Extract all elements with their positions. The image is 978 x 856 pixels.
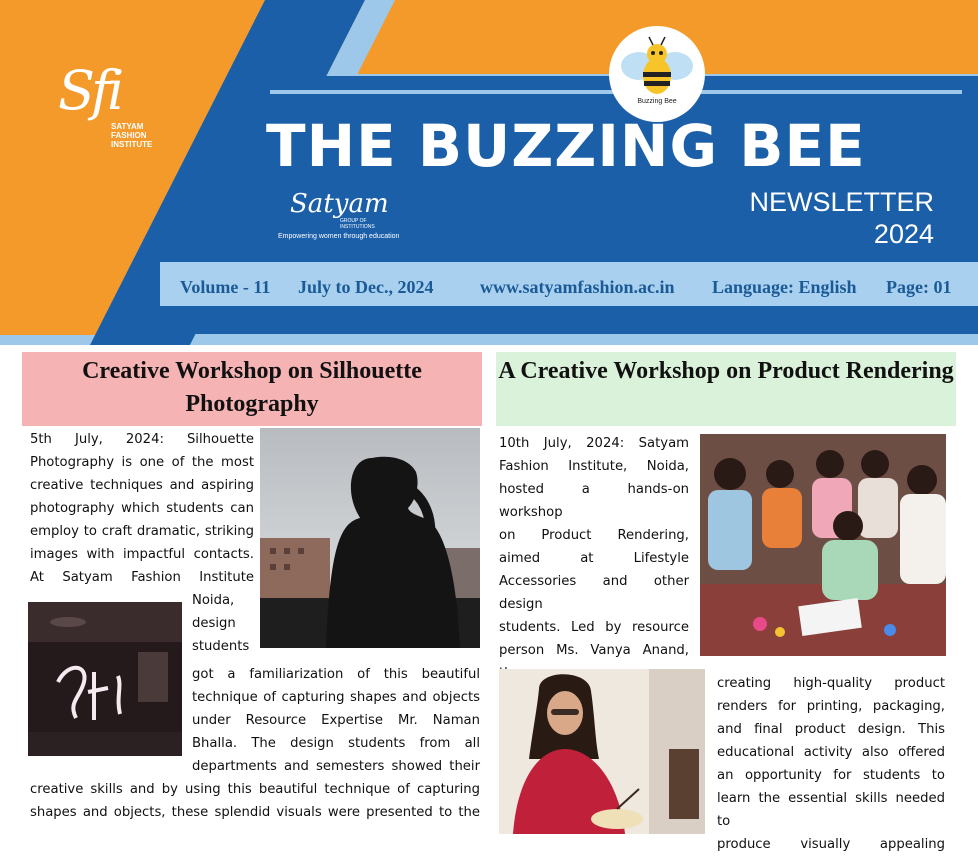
period-label: July to Dec., 2024 [298,277,434,297]
text-line: Fashion Institute, Noida, [499,459,689,474]
workshop-group-photo [700,434,946,656]
text-line: creating high-quality product [717,676,945,691]
text-line: person Ms. Vanya Anand, [499,643,689,658]
article-left-heading: Creative Workshop on Silhouette Photography [22,352,482,426]
text-line: departments and semesters showed their [192,759,480,774]
text-line: produce visually appealing [717,837,945,852]
newsletter-header [0,0,978,345]
satyam-tagline: Empowering women through education [278,233,400,240]
text-line: creative skills and by using this beautiful technique of capturing [30,782,480,797]
text-line: aimed at Lifestyle [499,551,689,566]
article-left-wrap [192,589,254,658]
text-line: an opportunity for students to [717,768,945,783]
bee-icon [609,26,705,122]
newsletter-title: THE BUZZING BEE [266,112,866,180]
silhouette-photo [260,428,480,648]
subtitle-year: 2024 [873,219,934,249]
article-right-heading: A Creative Workshop on Product Rendering [496,352,956,426]
text-line: Photography is one of the most [30,455,254,470]
text-line: images with impactful contacts. [30,547,254,562]
article-left-intro [30,428,254,589]
satyam-logo: Satyam [290,189,389,219]
text-line: and final product design. This [717,722,945,737]
text-line: under Resource Expertise Mr. Naman [192,713,480,728]
student-painting-photo [499,669,705,834]
text-line: on Product Rendering, [499,528,689,543]
text-line: 10th July, 2024: Satyam [499,436,689,451]
newsletter-subtitle [749,186,934,250]
text-line: educational activity also offered [717,745,945,760]
text-line: shapes and objects, these splendid visuals were presented to the [30,805,480,820]
sfi-logo-name: SATYAM FASHION INSTITUTE [111,122,153,149]
text-line: creative techniques and aspiring [30,478,254,493]
sfi-logo: Sfi [58,59,121,122]
website-link[interactable]: www.satyamfashion.ac.in [480,277,675,297]
text-line: learn the essential skills needed to [717,791,945,829]
light-painting-photo [28,602,182,756]
article-right-continued [717,672,945,856]
text-line: Noida, [192,593,235,608]
volume-label: Volume - 11 [180,277,271,297]
satyam-group-label: GROUP OF INSTITUTIONS [340,218,375,230]
buzzing-bee-logo [609,26,705,122]
text-line: design [192,616,236,631]
text-line: hosted a hands-on workshop [499,482,689,520]
text-line: renders for printing, packaging, [717,699,945,714]
article-left-full-width [30,778,480,824]
text-line: students [192,639,250,654]
language-label: Language: English [712,277,857,297]
text-line: got a familiarization of this beautiful [192,667,480,682]
article-left-continued [192,663,480,778]
text-line: employ to craft dramatic, striking [30,524,254,539]
subtitle-newsletter: NEWSLETTER [749,187,934,217]
page-number: Page: 01 [886,277,952,297]
text-line: At Satyam Fashion Institute [30,570,254,585]
text-line: technique of capturing shapes and objects [192,690,480,705]
text-line: photography which students can [30,501,254,516]
text-line: 5th July, 2024: Silhouette [30,432,254,447]
text-line: Accessories and other design [499,574,689,612]
text-line: Bhalla. The design students from all [192,736,480,751]
bee-logo-caption: Buzzing Bee [637,98,677,105]
text-line: students. Led by resource [499,620,689,635]
